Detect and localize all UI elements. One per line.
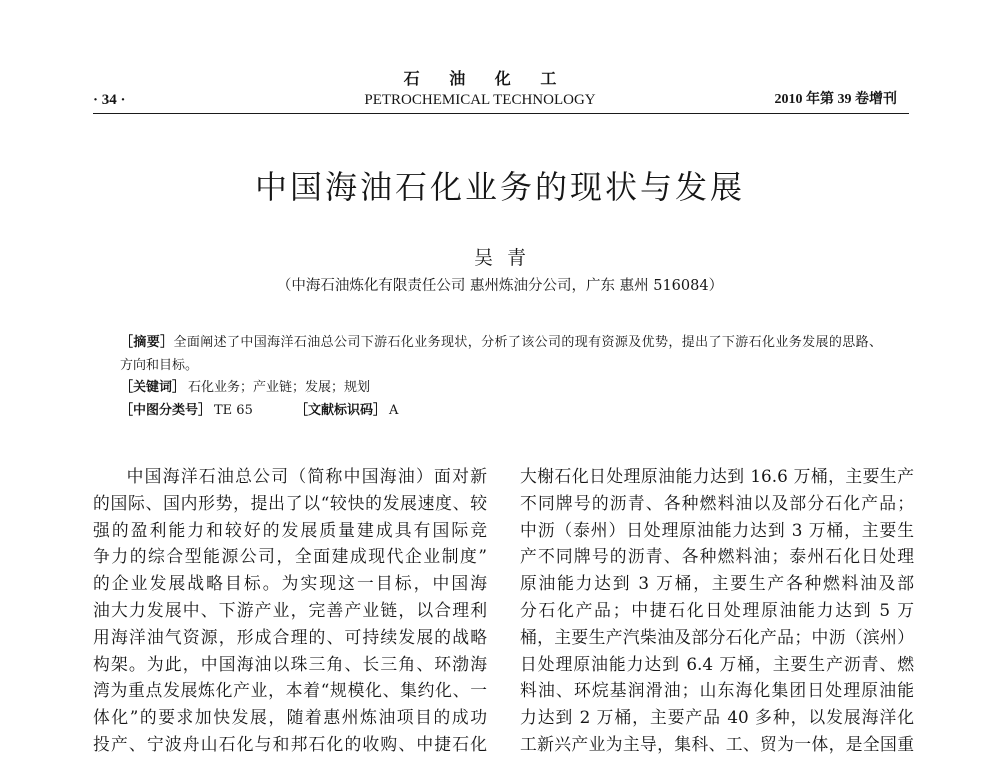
abstract-text: 方向和目标。 — [120, 357, 199, 373]
abstract-line — [120, 355, 882, 378]
issue-info: 2010 年第 39 卷增刊 — [774, 92, 897, 107]
body-line: 的企业发展战略目标。为实现这一目标，中国海 — [93, 573, 487, 594]
doc-code-label: ［文献标识码］ — [295, 402, 387, 418]
clc-value: TE 65 — [214, 402, 253, 418]
body-line: 产不同牌号的沥青、各种燃料油；泰州石化日处理 — [520, 546, 914, 567]
journal-name-chinese: 石 油 化 工 — [403, 69, 557, 88]
body-line: 桶，主要生产汽柴油及部分石化产品；中沥（滨州） — [520, 626, 914, 647]
body-line: 中沥（泰州）日处理原油能力达到 3 万桶，主要生 — [520, 519, 914, 540]
body-line: 原油能力达到 3 万桶，主要生产各种燃料油及部 — [520, 573, 914, 594]
body-line: 强的盈利能力和较好的发展质量建成具有国际竞 — [93, 519, 487, 540]
keywords-label: ［关键词］ — [120, 380, 186, 395]
keywords-line — [120, 377, 882, 400]
body-column-right — [520, 463, 914, 758]
body-line: 分石化产品；中捷石化日处理原油能力达到 5 万 — [520, 599, 914, 620]
body-line: 日处理原油能力达到 6.4 万桶，主要生产沥青、燃 — [520, 653, 914, 674]
body-line: 油大力发展中、下游产业，完善产业链，以合理利 — [93, 599, 487, 620]
article-title: 中国海油石化业务的现状与发展 — [254, 168, 745, 206]
abstract-label: ［摘要］ — [120, 335, 174, 350]
body-line: 力达到 2 万桶，主要产品 40 多种，以发展海洋化 — [520, 707, 914, 728]
body-line: 中国海洋石油总公司（简称中国海油）面对新 — [126, 466, 487, 486]
body-line: 投产、宁波舟山石化与和邦石化的收购、中捷石化 — [93, 733, 487, 754]
body-line: 料油、环烷基润滑油；山东海化集团日处理原油能 — [520, 680, 914, 701]
clc-label: ［中图分类号］ — [120, 402, 212, 418]
classification-line — [120, 400, 882, 423]
header-rule — [93, 113, 909, 114]
keywords-text: 石化业务；产业链；发展；规划 — [188, 380, 371, 395]
author-affiliation: （中海石油炼化有限责任公司 惠州炼油分公司，广东 惠州 516084） — [276, 278, 724, 294]
doc-code-value: A — [389, 402, 399, 418]
author-name: 吴 青 — [473, 247, 527, 269]
body-line: 工新兴产业为主导，集科、工、贸为一体，是全国重 — [520, 733, 914, 754]
abstract-text: 全面阐述了中国海洋石油总公司下游石化业务现状，分析了该公司的现有资源及优势，提出了下游石化业务发展的思路、 — [173, 335, 882, 350]
body-line: 的国际、国内形势，提出了以“较快的发展速度、较 — [93, 492, 487, 513]
body-line: 大榭石化日处理原油能力达到 16.6 万桶，主要生产 — [520, 466, 914, 486]
abstract-block — [120, 332, 882, 422]
page-number: · 34 · — [93, 92, 126, 108]
journal-name-english: PETROCHEMICAL TECHNOLOGY — [364, 92, 596, 108]
clc-group — [120, 400, 295, 423]
body-line: 用海洋油气资源，形成合理的、可持续发展的战略 — [93, 626, 487, 647]
body-line: 不同牌号的沥青、各种燃料油以及部分石化产品； — [520, 492, 914, 513]
body-line: 构架。为此，中国海油以珠三角、长三角、环渤海 — [93, 653, 487, 674]
body-column-left — [93, 463, 487, 758]
body-line: 争力的综合型能源公司，全面建成现代企业制度” — [93, 546, 487, 567]
body-line: 体化”的要求加快发展，随着惠州炼油项目的成功 — [93, 707, 487, 728]
body-line: 湾为重点发展炼化产业，本着“规模化、集约化、一 — [93, 680, 487, 701]
abstract-line — [120, 332, 882, 355]
